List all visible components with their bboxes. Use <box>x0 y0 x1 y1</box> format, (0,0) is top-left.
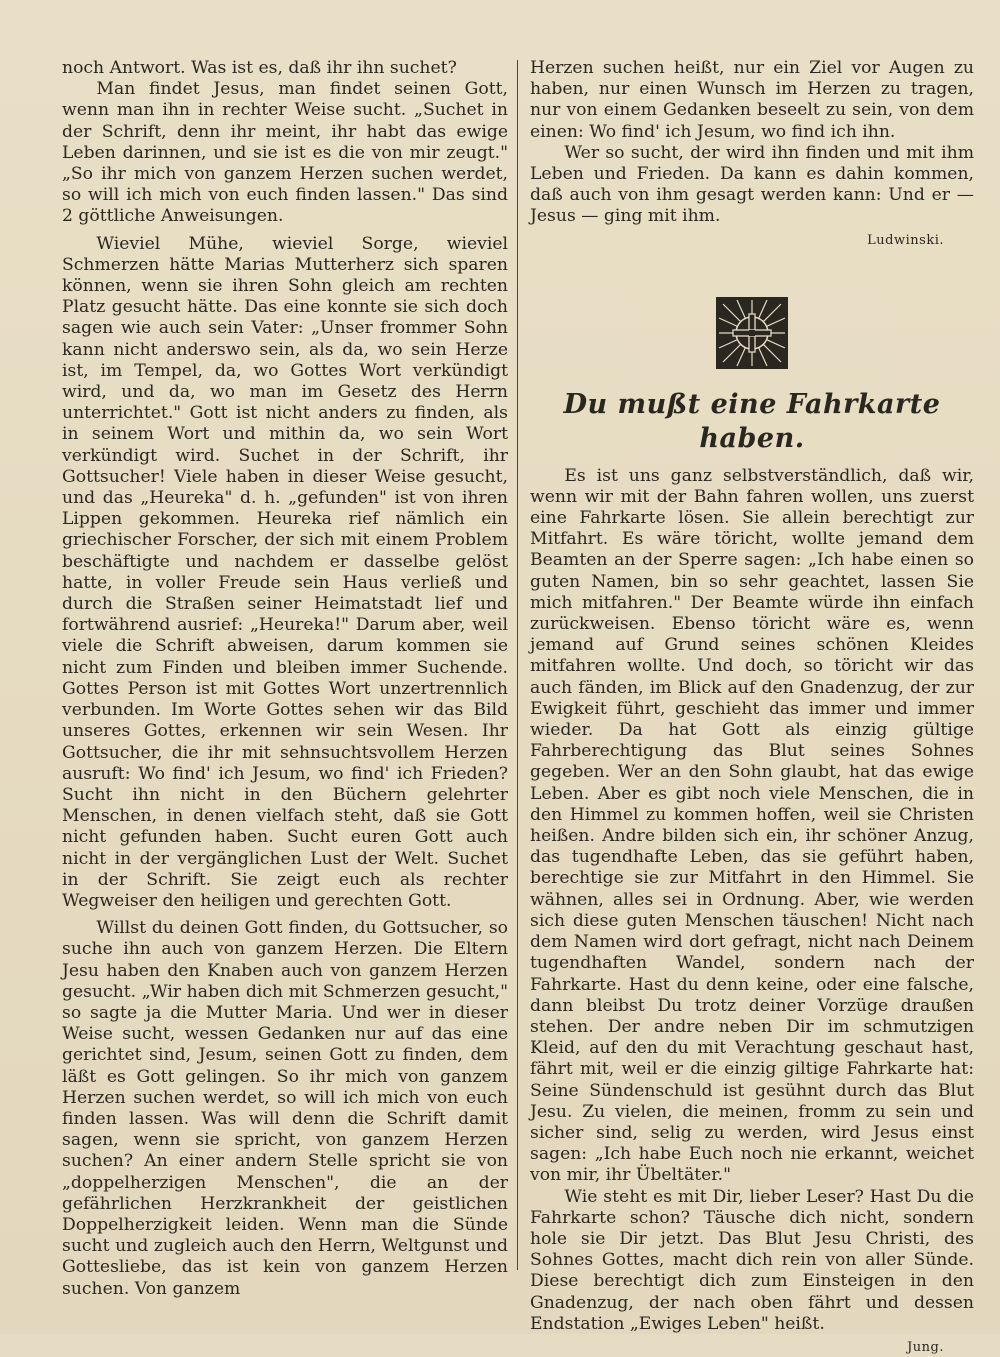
right-paragraph-4: Wie steht es mit Dir, lieber Leser? Hast Du die Fahrkarte schon? Täusche dich nicht, sondern hole sie Dir jetzt. Das Blut Jesu Christi, des Sohnes Gottes, macht dich rein von aller Sünde. Diese berechtigt dich zum Einsteigen in den Gnadenzug, der nach oben fährt und dessen Endstation „Ewiges Leben" heißt. <box>530 1186 974 1334</box>
author-signature-2: Jung. <box>907 1339 944 1355</box>
author-signature-1: Ludwinski. <box>867 232 944 248</box>
article-title: Du mußt eine Fahrkarte haben. <box>563 388 941 454</box>
left-column <box>62 58 508 1300</box>
left-paragraph-4: Willst du deinen Gott finden, du Gottsucher, so suche ihn auch von ganzem Herzen. Die Eltern Jesu haben den Knaben auch von ganzem Herzen gesucht. „Wir haben dich mit Schmerzen gesucht," so sagte ja die Mutter Maria. Und wer in dieser Weise sucht, wessen Gedanken nur auf das eine gerichtet sind, Jesum, seinen Gott zu finden, dem läßt es Gott gelingen. So ihr mich von ganzem Herzen suchen werdet, so will ich mich von euch finden lassen. Was will denn die Schrift damit sagen, wenn sie spricht, von ganzem Herzen suchen? An einer andern Stelle spricht sie von „doppelherzigen Menschen", die an der gefährlichen Herzkrankheit der geistlichen Doppelherzigkeit leiden. Wenn man die Sünde sucht und zugleich auch den Herrn, Weltgunst und Gottesliebe, das ist kein von ganzem Herzen suchen. Von ganzem <box>62 918 508 1299</box>
right-paragraph-3: Es ist uns ganz selbstverständlich, daß wir, wenn wir mit der Bahn fahren wollen, uns zuerst eine Fahrkarte lösen. Sie allein berechtigt zur Mitfahrt. Es wäre töricht, wollte jemand dem Beamten an der Sperre sagen: „Ich habe einen so guten Namen, bin so sehr geachtet, lassen Sie mich mitfahren." Der Beamte würde ihn einfach zurückweisen. Ebenso töricht wäre es, wenn jemand auf Grund seines schönen Kleides mitfahren wollte. Und doch, so töricht wir das auch fänden, im Blick auf den Gnadenzug, der zur Ewigkeit führt, geschieht das immer und immer wieder. Da hat Gott als einzig gültige Fahrberechtigung das Blut seines Sohnes gegeben. Wer an den Sohn glaubt, hat das ewige Leben. Aber es gibt noch viele Menschen, die in den Himmel zu kommen hoffen, weil sie Christen heißen. Andre bilden sich ein, ihr schöner Anzug, das tugendhafte Leben, das sie geführt haben, berechtige sie zur Mitfahrt in den Himmel. Sie wähnen, alles sei in Ordnung. Aber, wie werden sich diese guten Menschen täuschen! Nicht nach dem Namen wird dort gefragt, nicht nach Deinem tugendhaften Wandel, sondern nach der Fahrkarte. Hast du denn keine, oder eine falsche, dann bleibst Du trotz deiner Vorzüge draußen stehen. Der andre neben Dir im schmutzigen Kleid, auf den du mit Verachtung geschaut hast, fährt mit, weil er die einzig giltige Fahrkarte hat: Seine Sündenschuld ist gesühnt durch das Blut Jesu. Zu vielen, die meinen, fromm zu sein und sicher sind, selig zu werden, wird Jesus einst sagen: „Ich habe Euch noch nie erkannt, weichet von mir, ihr Übeltäter." <box>530 465 974 1186</box>
right-paragraph-2: Wer so sucht, der wird ihn finden und mit ihm Leben und Frieden. Da kann es dahin kommen, daß auch von ihm gesagt werden kann: Und er — Jesus — ging mit ihm. <box>530 142 974 227</box>
column-divider <box>517 60 518 1270</box>
cross-emblem-icon <box>715 296 789 370</box>
left-paragraph-3: Wieviel Mühe, wieviel Sorge, wieviel Schmerzen hätte Marias Mutterherz sich sparen können, wenn sie ihren Sohn gleich am rechten Platz gesucht hätte. Das eine konnte sie sich doch sagen wie auch sein Vater: „Unser frommer Sohn kann nicht anderswo sein, als da, wo sein Herze ist, im Tempel, da, wo Gottes Wort verkündigt wird, und da, wo man im Gesetz des Herrn unterrichtet." Gott ist nicht anders zu finden, als in seinem Wort und mithin da, wo sein Wort verkündigt wird. Suchet in der Schrift, ihr Gottsucher! Viele haben in dieser Weise gesucht, und das „Heureka" d. h. „gefunden" ist von ihren Lippen gekommen. Heureka rief nämlich ein griechischer Forscher, der sich mit einem Problem beschäftigte und nachdem er dasselbe gelöst hatte, in voller Freude sein Haus verließ und durch die Straßen seiner Heimatstadt lief und fortwährend ausrief: „Heureka!" Darum aber, weil viele die Schrift abweisen, darum kommen sie nicht zum Finden und bleiben immer Suchende. Gottes Person ist mit Gottes Wort unzertrennlich verbunden. Im Worte Gottes sehen wir das Bild unseres Gottes, erkennen wir sein Wesen. Ihr Gottsucher, die ihr mit sehnsuchtsvollem Herzen ausruft: Wo find' ich Jesum, wo find' ich Frieden? Sucht ihn nicht in den Büchern gelehrter Menschen, in denen vielfach steht, daß sie Gott nicht gefunden haben. Sucht euren Gott auch nicht in der vergänglichen Lust der Welt. Suchet in der Schrift. Sie zeigt euch als rechter Wegweiser den heiligen und gerechten Gott. <box>62 233 508 911</box>
left-paragraph-2: Man findet Jesus, man findet seinen Gott, wenn man ihn in rechter Weise sucht. „Suchet in der Schrift, denn ihr meint, ihr habt das ewige Leben darinnen, und sie ist es die von mir zeugt." „So ihr mich von ganzem Herzen suchen werdet, so will ich mich von euch finden lassen." Das sind 2 göttliche Anweisungen. <box>62 79 508 227</box>
right-paragraph-1: Herzen suchen heißt, nur ein Ziel vor Augen zu haben, nur einen Wunsch im Herzen zu tragen, nur von einem Gedanken beseelt zu sein, von dem einen: Wo find' ich Jesum, wo find ich ihn. <box>530 58 974 142</box>
left-paragraph-1: noch Antwort. Was ist es, daß ihr ihn suchet? <box>62 58 457 78</box>
right-column <box>530 58 974 1357</box>
